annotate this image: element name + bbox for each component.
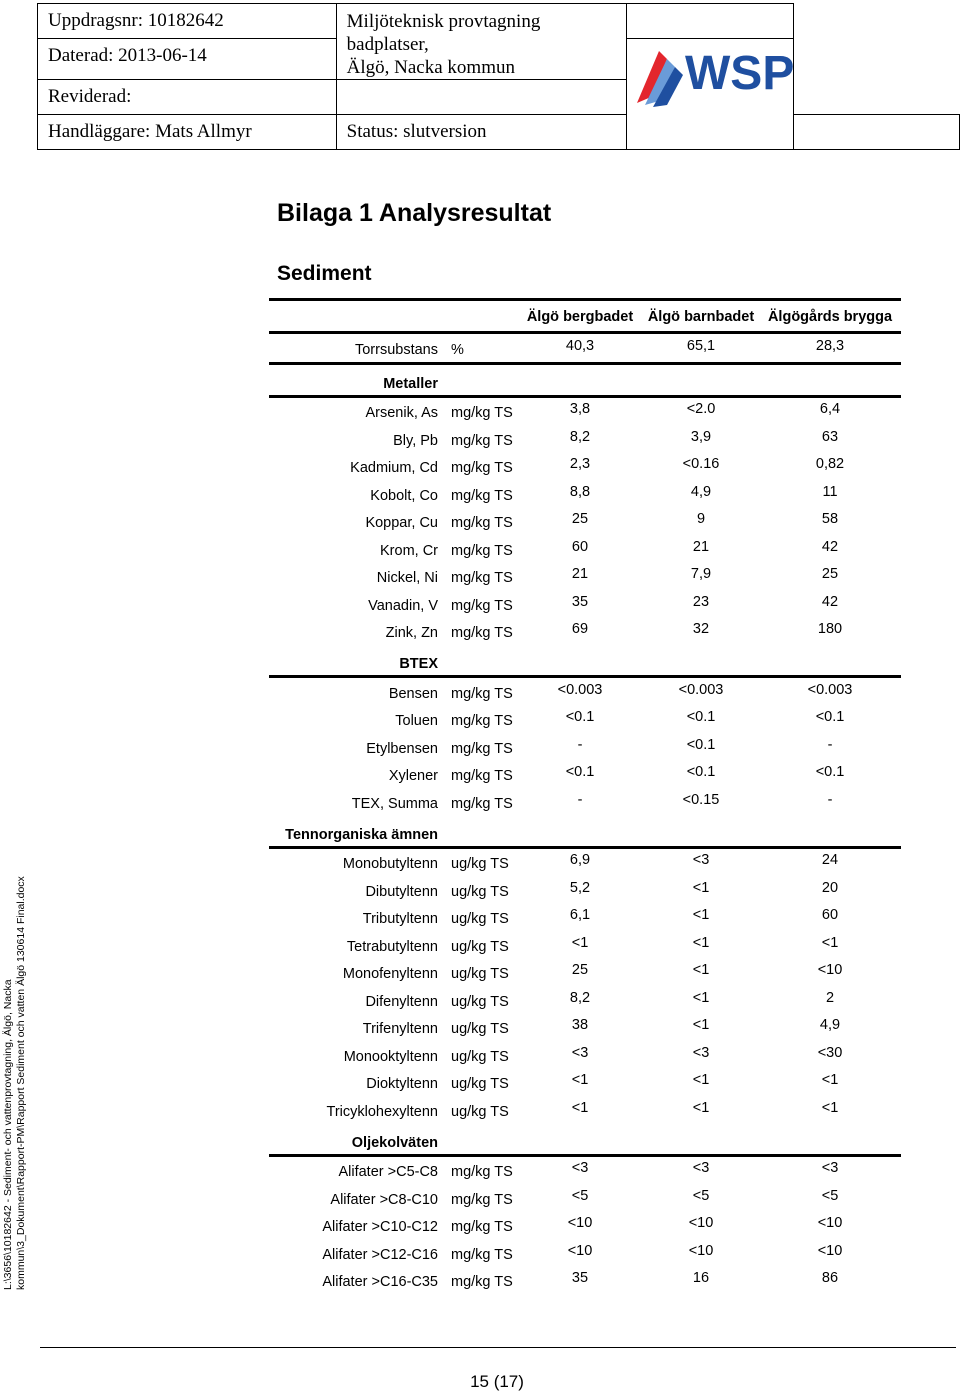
row-param: Monooktyltenn [343, 1048, 438, 1065]
row-param: Difenyltenn [365, 993, 438, 1010]
row-param: Etylbensen [366, 740, 438, 757]
table-header-row: Älgö bergbadet Älgö barnbadet Älgögårds brygga [526, 309, 893, 325]
row-unit: mg/kg TS [451, 432, 513, 449]
row-unit: ug/kg TS [451, 883, 509, 900]
project-title-line2: Älgö, Nacka kommun [346, 57, 515, 78]
row-unit: mg/kg TS [451, 1246, 513, 1263]
row-param: Alifater >C8-C10 [330, 1191, 438, 1208]
row-param: Trifenyltenn [362, 1021, 438, 1037]
section-name: Tennorganiska ämnen [285, 826, 438, 843]
row-unit: ug/kg TS [451, 966, 509, 982]
table-row: Kobolt, Co mg/kg TS 8,8 4,9 11 [370, 483, 838, 504]
row-unit: ug/kg TS [451, 1076, 509, 1092]
row-unit: mg/kg TS [451, 597, 513, 614]
row-unit: ug/kg TS [451, 1103, 509, 1120]
project-title [336, 4, 626, 80]
row-param: Bly, Pb [393, 432, 438, 449]
section-header-row [269, 1124, 901, 1154]
table-row: Tricyklohexyltenn ug/kg TS <1 <1 <1 [326, 1099, 839, 1120]
row-param: Monofenyltenn [342, 966, 438, 982]
table-row: Alifater >C10-C12 mg/kg TS <10 <10 <10 [322, 1215, 843, 1235]
row-unit: ug/kg TS [451, 1048, 509, 1065]
document-header [37, 3, 960, 150]
row-unit: ug/kg TS [451, 993, 509, 1010]
status: Status: slutversion [336, 115, 626, 150]
table-row: Krom, Cr mg/kg TS 60 21 42 [380, 538, 839, 559]
row-param: Bensen [388, 685, 438, 702]
table-row: Dibutyltenn ug/kg TS 5,2 <1 20 [365, 879, 839, 900]
row-param: Xylener [388, 768, 438, 784]
row-unit: ug/kg TS [451, 856, 509, 872]
section-name: BTEX [399, 656, 438, 672]
row-unit: mg/kg TS [451, 1164, 513, 1180]
results-table [269, 298, 901, 1294]
row-param: Arsenik, As [365, 405, 438, 421]
row-param: Alifater >C10-C12 [322, 1219, 438, 1235]
table-row: Trifenyltenn ug/kg TS 38 <1 4,9 [362, 1017, 841, 1037]
table-row: Bensen mg/kg TS <0.003 <0.003 <0.003 [388, 681, 853, 702]
row-unit: mg/kg TS [451, 460, 513, 476]
table-row: Etylbensen mg/kg TS - <0.1 - [366, 736, 833, 757]
row-param: Vanadin, V [368, 597, 438, 614]
row-unit: mg/kg TS [451, 1274, 513, 1290]
row-param: Alifater >C12-C16 [322, 1246, 438, 1263]
row-unit: mg/kg TS [451, 515, 513, 531]
table-row: Zink, Zn mg/kg TS 69 32 180 [385, 621, 843, 641]
file-path-margin [2, 850, 28, 1290]
header-blank-cell-bottom [793, 115, 959, 150]
footer-rule [40, 1347, 956, 1348]
table-row: Alifater >C16-C35 mg/kg TS 35 16 86 [322, 1270, 839, 1290]
table-row: Nickel, Ni mg/kg TS 21 7,9 25 [376, 566, 839, 586]
row-unit: mg/kg TS [451, 487, 513, 504]
row-param: Torrsubstans [354, 341, 438, 358]
row-unit: ug/kg TS [451, 911, 509, 927]
table-row: Tetrabutyltenn ug/kg TS <1 <1 <1 [346, 934, 839, 955]
row-unit: mg/kg TS [451, 768, 513, 784]
row-param: Monobutyltenn [342, 856, 438, 872]
row-unit: mg/kg TS [451, 685, 513, 702]
row-param: Toluen [395, 713, 438, 729]
row-unit: mg/kg TS [451, 405, 513, 421]
row-param: Dibutyltenn [365, 883, 438, 900]
row-param: Tricyklohexyltenn [326, 1103, 438, 1120]
row-param: Kadmium, Cd [350, 460, 438, 476]
section-title: Sediment [277, 262, 372, 285]
row-unit: mg/kg TS [451, 740, 513, 757]
row-param: Zink, Zn [385, 625, 438, 641]
section-name: Metaller [383, 375, 438, 392]
table-row: Tributyltenn ug/kg TS 6,1 <1 60 [362, 907, 839, 927]
file-path-line1: L:\3656\10182642 - Sediment- och vattenprovtagning, Älgö, Nacka [2, 979, 14, 1290]
row-unit: mg/kg TS [451, 570, 513, 586]
table-row: Alifater >C8-C10 mg/kg TS <5 <5 <5 [330, 1187, 839, 1208]
row-unit: mg/kg TS [451, 542, 513, 559]
table-row: Monobutyltenn ug/kg TS 6,9 <3 24 [342, 852, 839, 872]
table-row: Xylener mg/kg TS <0.1 <0.1 <0.1 [388, 764, 845, 784]
table-row: Dioktyltenn ug/kg TS <1 <1 <1 [366, 1072, 839, 1092]
reviderad: Reviderad: [38, 80, 337, 115]
table-row: Koppar, Cu mg/kg TS 25 9 58 [365, 511, 839, 531]
row-unit: mg/kg TS [451, 1191, 513, 1208]
wsp-logo-icon [637, 45, 822, 107]
table-row: Toluen mg/kg TS <0.1 <0.1 <0.1 [395, 709, 845, 729]
table-row: Alifater >C5-C8 mg/kg TS <3 <3 <3 [338, 1160, 839, 1180]
table-row: Bly, Pb mg/kg TS 8,2 3,9 63 [393, 428, 839, 449]
table-row: Torrsubstans % 40,3 65,1 28,3 [354, 337, 845, 358]
row-unit: mg/kg TS [451, 625, 513, 641]
file-path-line2: kommun\3_Dokument\Rapport-PM\Rapport Sediment och vatten Älgö 130614 Final.docx [15, 876, 27, 1290]
logo-text: WSP [685, 47, 795, 100]
row-unit: ug/kg TS [451, 1021, 509, 1037]
table-row: Arsenik, As mg/kg TS 3,8 <2.0 6,4 [365, 401, 841, 421]
table-row: Kadmium, Cd mg/kg TS 2,3 <0.16 0,82 [350, 456, 845, 476]
section-name: Oljekolväten [351, 1134, 438, 1151]
row-param: Koppar, Cu [365, 515, 438, 531]
row-param: Dioktyltenn [366, 1076, 438, 1092]
table-row: TEX, Summa mg/kg TS - <0.15 - [351, 791, 833, 812]
row-param: Tributyltenn [362, 911, 438, 927]
table-row: Monooktyltenn ug/kg TS <3 <3 <30 [343, 1044, 843, 1065]
table-row: Monofenyltenn ug/kg TS 25 <1 <10 [342, 962, 843, 982]
row-param: Krom, Cr [380, 542, 438, 559]
table-row: Difenyltenn ug/kg TS 8,2 <1 2 [365, 989, 835, 1010]
project-title-line1: Miljöteknisk provtagning badplatser, [346, 11, 541, 55]
table-row: Vanadin, V mg/kg TS 35 23 42 [368, 593, 839, 614]
uppdragsnr: Uppdragsnr: 10182642 [38, 4, 337, 39]
table-row: Alifater >C12-C16 mg/kg TS <10 <10 <10 [322, 1242, 843, 1263]
table-sections [269, 365, 901, 1295]
row-param: TEX, Summa [351, 795, 438, 812]
row-param: Nickel, Ni [376, 570, 438, 586]
row-param: Kobolt, Co [370, 487, 438, 504]
row-unit: ug/kg TS [451, 938, 509, 955]
row-unit: mg/kg TS [451, 1219, 513, 1235]
row-unit: mg/kg TS [451, 713, 513, 729]
row-param: Alifater >C5-C8 [338, 1164, 438, 1180]
section-header-row [269, 365, 901, 395]
row-param: Alifater >C16-C35 [322, 1274, 438, 1290]
header-blank-cell [627, 4, 793, 39]
daterad: Daterad: 2013-06-14 [38, 39, 337, 80]
row-unit: % [451, 341, 464, 358]
header-empty-cell [336, 80, 626, 115]
row-unit: mg/kg TS [451, 795, 513, 812]
section-header-row [269, 645, 901, 675]
page-title: Bilaga 1 Analysresultat [277, 199, 552, 227]
page-number: 15 (17) [470, 1372, 524, 1391]
section-header-row [269, 816, 901, 846]
row-param: Tetrabutyltenn [346, 938, 438, 955]
handlaggare: Handläggare: Mats Allmyr [38, 115, 337, 150]
logo-cell [627, 39, 793, 150]
